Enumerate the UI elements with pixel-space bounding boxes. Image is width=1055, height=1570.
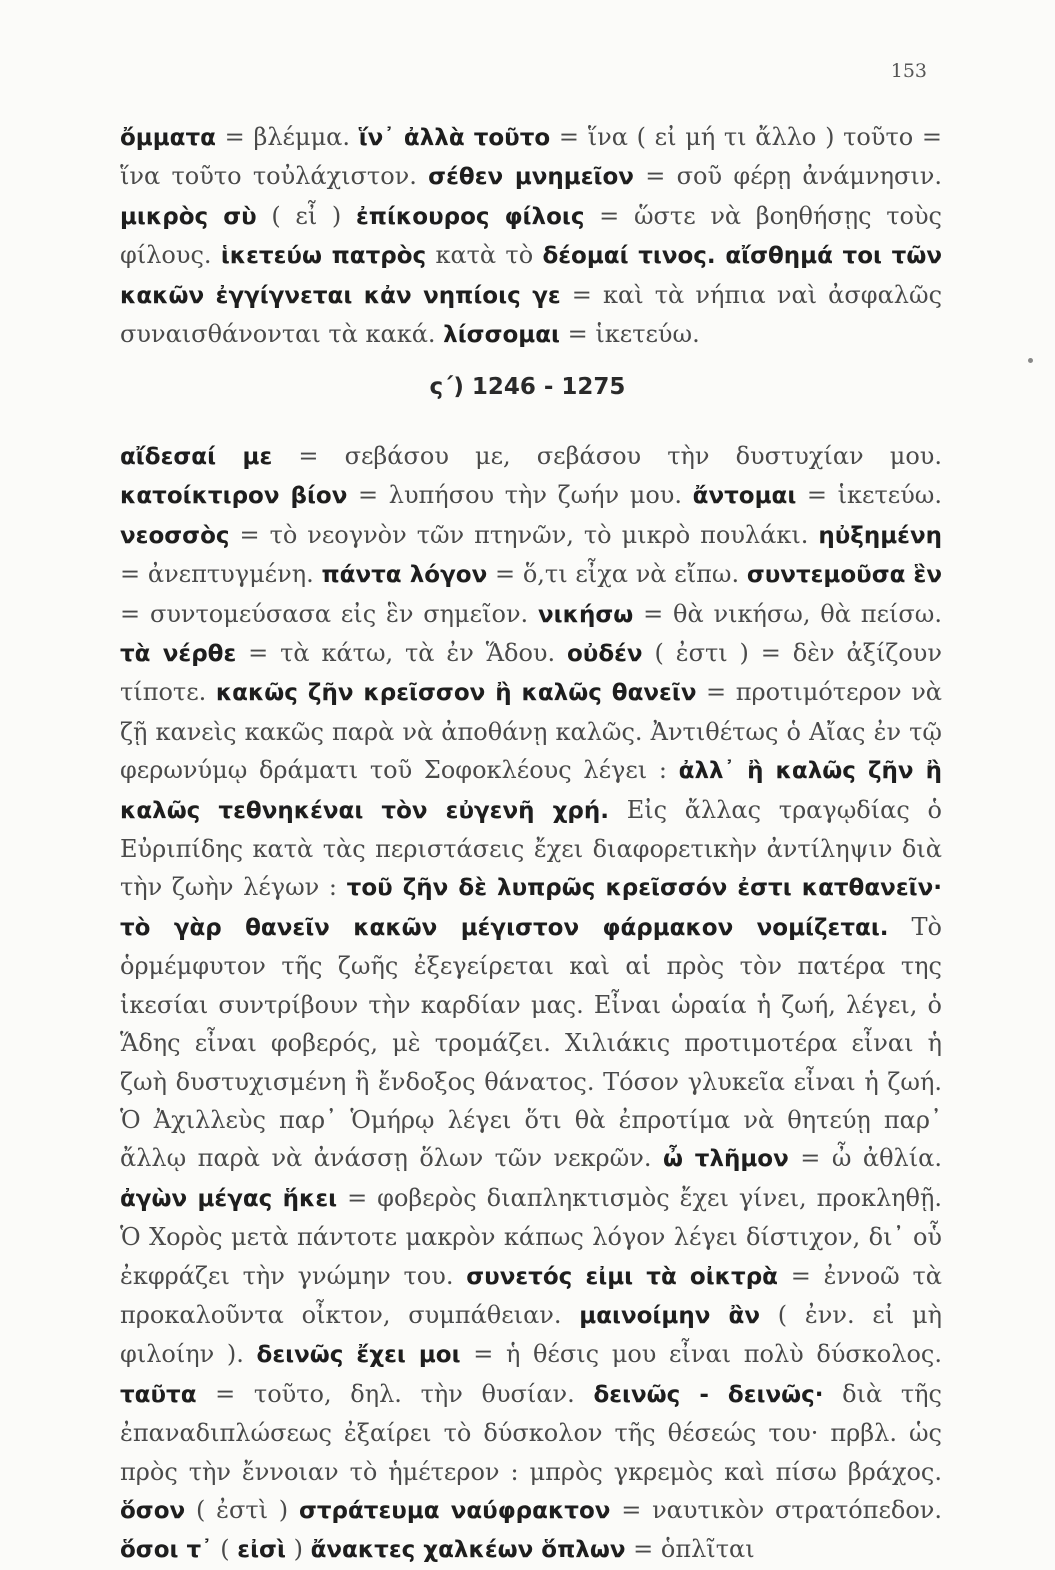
lemma-term: νεοσσὸς [120, 522, 230, 549]
gloss-text: ( ἐστι ) = δὲν ἀξίζουν τίποτε. [120, 639, 942, 707]
gloss-text: = σεβάσου με, σεβάσου τὴν δυστυχίαν μου. [272, 442, 942, 470]
gloss-text: ( εἶ ) [256, 201, 356, 230]
gloss-text: = τὰ κάτω, τὰ ἐν Ἅδου. [236, 639, 567, 668]
gloss-text: Εἰς ἄλλας τραγῳδίας ὁ Εὐριπίδης κατὰ τὰς περιστάσεις ἔχει διαφορετικὴν ἀντίληψιν διὰ τὴν ζωὴν λέγων : [120, 795, 942, 902]
lemma-term: αἴδεσαί με [120, 444, 273, 470]
gloss-text: ( [212, 1535, 238, 1564]
gloss-text: = ἀνεπτυγμένη. [120, 560, 322, 589]
lemma-term: ἄντομαι [692, 483, 797, 510]
lemma-term: σέθεν μνημεῖον [428, 164, 634, 191]
gloss-text: = λυπήσου τὴν ζωήν μου. [347, 481, 693, 510]
page-number: 153 [890, 60, 927, 82]
gloss-text: ) [285, 1535, 311, 1564]
lemma-term: νικήσω [538, 601, 634, 628]
lemma-term: ἵν᾽ ἀλλὰ τοῦτο [358, 125, 551, 151]
lemma-term: λίσσομαι [443, 322, 560, 349]
lemma-term: δεινῶς - δεινῶς· [593, 1381, 824, 1408]
gloss-text: = ὥστε νὰ βοηθήσῃς τοὺς φίλους. [120, 201, 942, 270]
lemma-term: δεινῶς ἔχει μοι [256, 1342, 461, 1369]
lemma-term: δέομαί τινος. αἴσθημά τοι τῶν κακῶν ἐγγίγνεται κἀν νηπίοις γε [120, 243, 942, 309]
section-heading: ς΄) 1246 - 1275 [429, 374, 626, 400]
lemma-term: οὐδέν [567, 641, 643, 668]
lemma-term: ἀγὼν μέγας ἥκει [120, 1185, 338, 1212]
gloss-text: = ἱκετεύω. [560, 320, 700, 349]
gloss-text: = συντομεύσασα εἰς ἓν σημεῖον. [120, 599, 538, 628]
lemma-term: μαινοίμην ἂν [579, 1302, 760, 1329]
gloss-text: = σοῦ φέρῃ ἀνάμνησιν. [633, 162, 943, 191]
lemma-term: ἄνακτες χαλκέων ὅπλων [310, 1537, 626, 1564]
gloss-text: Τὸ ὁρμέμφυτον τῆς ζωῆς ἐξεγείρεται καὶ αἱ πρὸς τὸν πατέρα της ἱκεσίαι συντρίβουν τὴν καρδίαν μας. Εἶναι ὡραία ἡ ζωή, λέγει, ὁ Ἅδης εἶναι φοβερός, μὲ τρομάζει. Χιλιάκις προτιμοτέρα εἶναι ἡ ζωὴ δυστυχισμένη ἢ ἔνδοξος θάνατος. Τόσον γλυκεῖα εἶναι ἡ ζωή. Ὁ Ἀχιλλεὺς παρ᾽ Ὁμήρῳ λέγει ὅτι θὰ ἐπροτίμα νὰ θητεύῃ παρ᾽ ἄλλῳ παρὰ νὰ ἀνάσσῃ ὅλων τῶν νεκρῶν. [120, 912, 942, 1173]
lemma-term: ηὐξημένη [818, 522, 942, 549]
gloss-text: = τοῦτο, δηλ. τὴν θυσίαν. [196, 1379, 594, 1408]
lemma-term: συντεμοῦσα ἓν [746, 562, 943, 589]
lemma-term: κατοίκτιρον βίον [120, 483, 348, 510]
gloss-text: = φοβερὸς διαπληκτισμὸς ἔχει γίνει, προκληθῇ. Ὁ Χορὸς μετὰ πάντοτε μακρὸν κάπως λόγον λέγει δίστιχον, δι᾽ οὗ ἐκφράζει τὴν γνώμην του. [120, 1183, 942, 1290]
lemma-term: μικρὸς σὺ [120, 203, 257, 230]
lemma-term: ὅσοι τ᾽ [120, 1537, 213, 1564]
lemma-term: εἰσὶ [237, 1537, 286, 1564]
gloss-text: διὰ τῆς ἐπαναδιπλώσεως ἐξαίρει τὸ δύσκολον τῆς θέσεώς του· πρβλ. ὡς πρὸς τὴν ἔννοιαν τὸ ἡμέτερον : μπρὸς γκρεμὸς καὶ πίσω βράχος. [120, 1379, 943, 1486]
gloss-text: = τὸ νεογνὸν τῶν πτηνῶν, τὸ μικρὸ πουλάκι. [229, 520, 819, 549]
gloss-text: = ὦ ἀθλία. [788, 1144, 942, 1173]
gloss-text: = ὅ,τι εἶχα νὰ εἴπω. [487, 560, 747, 589]
lemma-term: ἱκετεύω πατρὸς [220, 243, 427, 270]
gloss-text: κατὰ τὸ [426, 241, 543, 270]
gloss-text: = βλέμμα. [215, 123, 359, 151]
gloss-text: = ἵνα ( εἰ μή τι ἄλλο ) τοῦτο = ἵνα τοῦτο τοὐλάχιστον. [120, 123, 942, 191]
lemma-term: ἐπίκουρος φίλοις [355, 203, 585, 230]
gloss-text: = ναυτικὸν στρατόπεδον. [610, 1495, 942, 1524]
commentary-paragraph-2 [120, 437, 942, 1570]
lemma-term: ὄμματα [120, 125, 216, 151]
gloss-text: = θὰ νικήσω, θὰ πείσω. [633, 599, 943, 628]
gloss-text: ( ἐνν. εἰ μὴ φιλοίην ). [120, 1300, 942, 1369]
gloss-text: = ἡ θέσις μου εἶναι πολὺ δύσκολος. [460, 1340, 942, 1369]
lemma-term: στράτευμα ναύφρακτον [298, 1497, 611, 1524]
lemma-term: ὅσον [120, 1497, 186, 1524]
gloss-text: = ὁπλῖται [625, 1535, 755, 1564]
gloss-text: = ἐννοῶ τὰ προκαλοῦντα οἶκτον, συμπάθειαν. [120, 1261, 942, 1329]
lemma-term: ὦ τλῆμον [662, 1146, 789, 1173]
lemma-term: τοῦ ζῆν δὲ λυπρῶς κρεῖσσόν ἐστι κατθανεῖν· τὸ γὰρ θανεῖν κακῶν μέγιστον φάρμακον νομίζεται. [120, 875, 942, 941]
lemma-term: ταῦτα [120, 1381, 197, 1408]
gloss-text: = ἱκετεύω. [796, 481, 942, 510]
lemma-term: τὰ νέρθε [120, 641, 237, 668]
commentary-paragraph-1 [120, 118, 942, 354]
margin-speck [1028, 358, 1033, 363]
lemma-term: κακῶς ζῆν κρεῖσσον ἢ καλῶς θανεῖν [215, 680, 697, 707]
lemma-term: συνετός εἰμι τὰ οἰκτρὰ [466, 1263, 778, 1290]
gloss-text: = προτιμότερον νὰ ζῇ κανεὶς κακῶς παρὰ νὰ ἀποθάνῃ καλῶς. Ἀντιθέτως ὁ Αἴας ἐν τῷ φερωνύμῳ δράματι τοῦ Σοφοκλέους λέγει : [120, 678, 943, 785]
lemma-term: ἀλλ᾽ ἢ καλῶς ζῆν ἢ καλῶς τεθνηκέναι τὸν εὐγενῆ χρή. [120, 758, 943, 824]
gloss-text: ( ἐστὶ ) [185, 1495, 299, 1524]
lemma-term: πάντα λόγον [321, 562, 488, 589]
gloss-text: = καὶ τὰ νήπια ναὶ ἀσφαλῶς συναισθάνονται τὰ κακά. [120, 280, 943, 349]
